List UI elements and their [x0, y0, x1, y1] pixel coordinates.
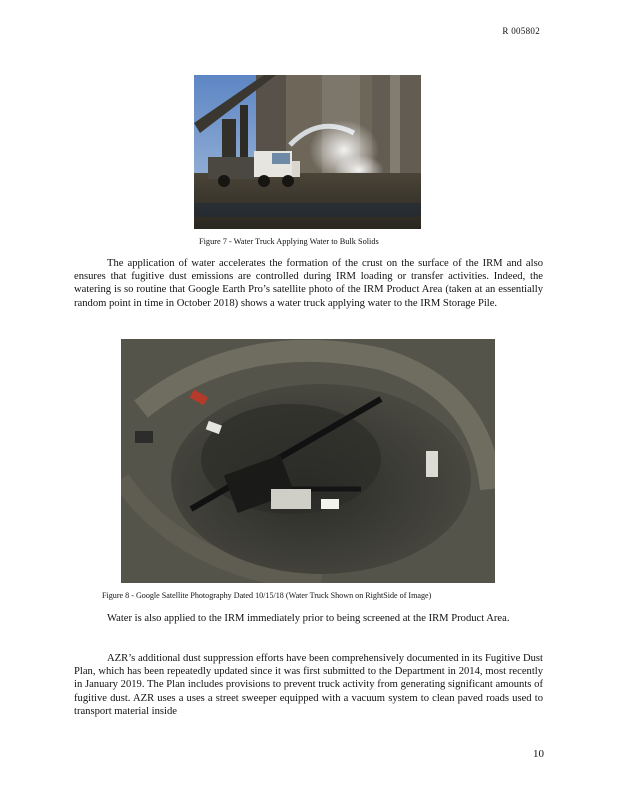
bates-number: R 005802: [502, 26, 540, 36]
water-truck-photo-image: [194, 75, 421, 229]
paragraph-water-application: The application of water accelerates the formation of the crust on the surface of the IRM and also ensures that fugitive dust emissions are controlled during IRM loading or transfer activities. Indeed, the watering is so routine that Google Earth Pro’s satellite photo of the IRM Product Area (taken at an essentially random point in time in October 2018) shows a water truck applying water to the IRM Storage Pile.: [74, 258, 543, 309]
figure-7-caption: Figure 7 - Water Truck Applying Water to Bulk Solids: [199, 237, 379, 246]
water-truck-photo: [194, 75, 421, 229]
paragraph-dust-plan: AZR’s additional dust suppression efforts have been comprehensively documented in its Fugitive Dust Plan, which has been repeatedly updated since it was first submitted to the Department in 2014, most recently in January 2019. The Plan includes provisions to prevent truck activity from generating significant amounts of fugitive dust. AZR uses a uses a street sweeper equipped with a vacuum system to clean paved roads used to transport material inside: [74, 653, 543, 717]
page-number: 10: [533, 748, 544, 760]
figure-8-caption: Figure 8 - Google Satellite Photography Dated 10/15/18 (Water Truck Shown on RightSide of Image): [102, 591, 432, 600]
satellite-photo: [121, 339, 495, 583]
satellite-photo-image: [121, 339, 495, 583]
paragraph-screening: Water is also applied to the IRM immediately prior to being screened at the IRM Product Area.: [107, 613, 510, 624]
